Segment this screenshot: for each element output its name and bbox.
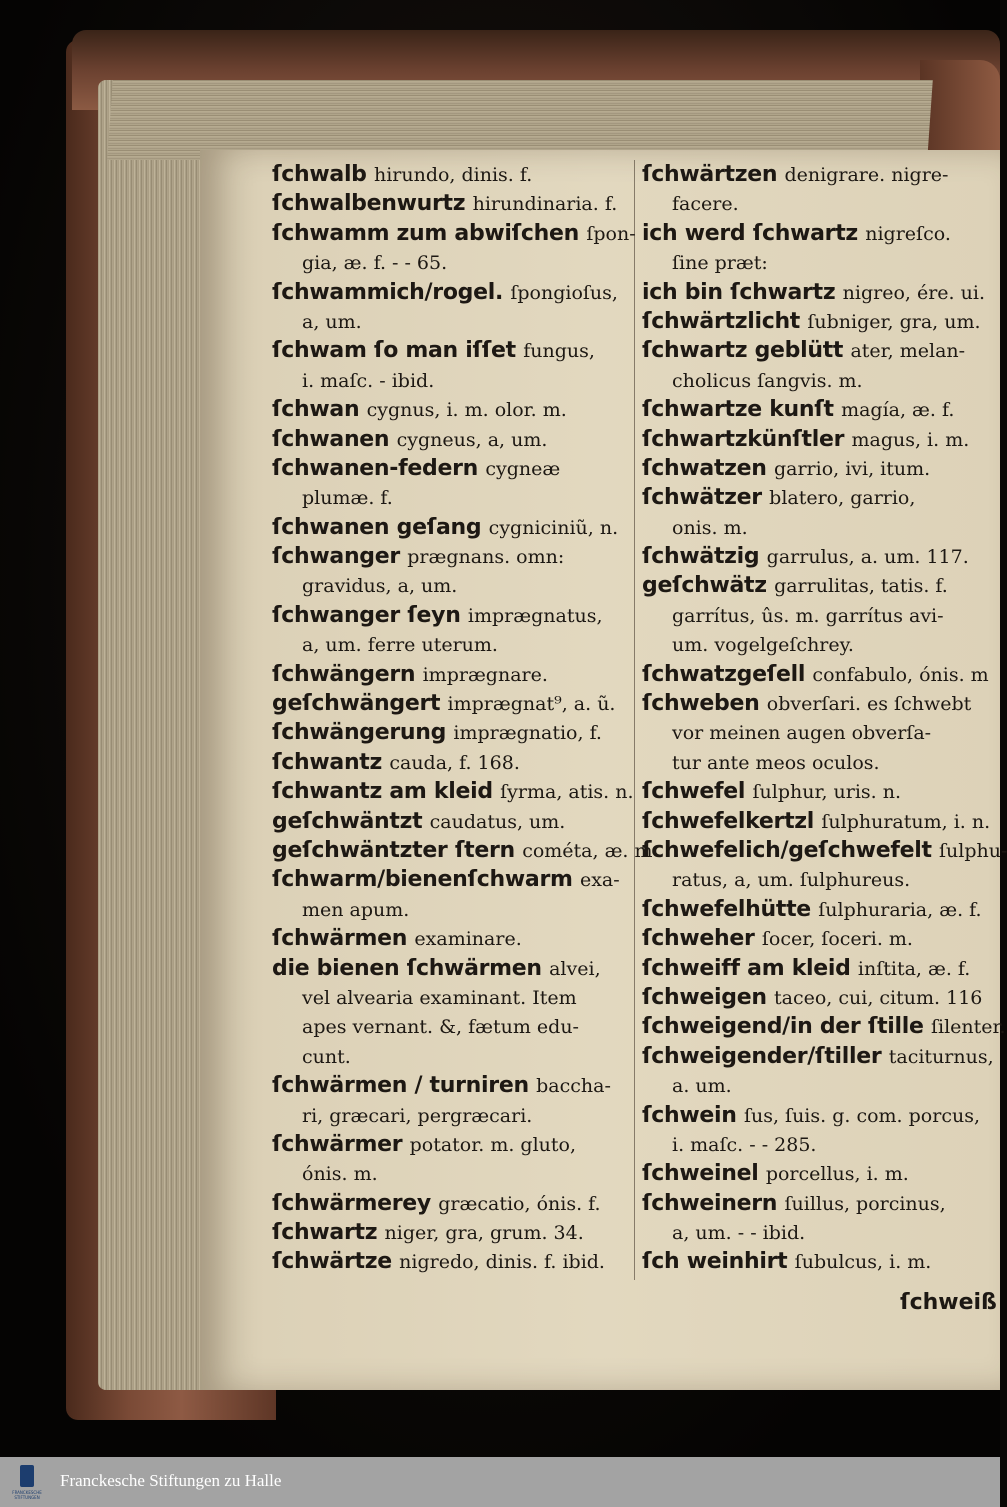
latin-gloss: niger, gra, grum. 34. xyxy=(384,1222,584,1245)
dictionary-line xyxy=(272,718,632,747)
dictionary-line xyxy=(272,219,636,248)
latin-gloss: ſine præt: xyxy=(672,252,768,275)
german-headword: ſchwatzen xyxy=(642,455,767,481)
dictionary-line xyxy=(272,454,632,483)
latin-gloss: ſpon- xyxy=(586,222,636,245)
dictionary-line xyxy=(642,924,998,953)
logo-text: FRANCKESCHE STIFTUNGEN xyxy=(12,1490,42,1500)
dictionary-line xyxy=(642,1159,998,1188)
latin-gloss: cygneus, a, um. xyxy=(396,428,548,451)
dictionary-line xyxy=(642,895,998,924)
german-headword: ſchwätzer xyxy=(642,485,762,511)
latin-gloss: ſpongioſus, xyxy=(510,281,618,304)
dictionary-line xyxy=(642,395,998,424)
dictionary-line xyxy=(642,219,998,248)
german-headword: ſchweinern xyxy=(642,1190,778,1216)
latin-gloss: prægnans. omn: xyxy=(407,546,565,569)
dictionary-line xyxy=(272,777,632,806)
latin-gloss: a, um. xyxy=(302,310,362,333)
dictionary-line xyxy=(642,601,998,630)
dictionary-line xyxy=(642,278,998,307)
footer-bar xyxy=(0,1457,1000,1507)
dictionary-line xyxy=(272,571,632,600)
latin-gloss: taciturnus, xyxy=(888,1045,994,1068)
latin-gloss: fungus, xyxy=(523,340,595,363)
dictionary-line xyxy=(642,807,998,836)
dictionary-line xyxy=(272,395,632,424)
dictionary-line xyxy=(272,336,632,365)
dictionary-line xyxy=(272,425,632,454)
dictionary-line xyxy=(642,1071,998,1100)
latin-gloss: garrulus, a. um. 117. xyxy=(766,546,969,569)
latin-gloss: ſubulcus, i. m. xyxy=(794,1251,932,1274)
dictionary-line xyxy=(272,660,632,689)
dictionary-line xyxy=(272,924,632,953)
german-headword: ſchwefel xyxy=(642,779,746,805)
dictionary-line xyxy=(272,748,632,777)
german-headword: ſchwanen geſang xyxy=(272,514,482,540)
dictionary-line xyxy=(642,513,998,542)
latin-gloss: exa- xyxy=(579,869,620,892)
dictionary-line xyxy=(272,601,632,630)
dictionary-line xyxy=(642,954,998,983)
latin-gloss: ſuillus, porcinus, xyxy=(784,1192,946,1215)
latin-gloss: ónis. m. xyxy=(302,1163,378,1186)
german-headword: ſchwalb xyxy=(272,162,367,187)
latin-gloss: i. maſc. - - 285. xyxy=(672,1133,817,1156)
dictionary-line xyxy=(642,748,998,777)
dictionary-line xyxy=(642,1101,998,1130)
latin-gloss: ratus, a, um. ſulphureus. xyxy=(672,869,911,892)
latin-gloss: nigredo, dinis. f. ibid. xyxy=(399,1251,605,1274)
german-headword: ſchwärmen xyxy=(272,926,408,952)
dictionary-line xyxy=(272,1130,632,1159)
dictionary-line xyxy=(642,865,998,894)
latin-gloss: baccha- xyxy=(536,1075,611,1098)
institution-name[interactable]: Franckesche Stiftungen zu Halle xyxy=(60,1471,282,1490)
german-headword: ſchwarm/bienenſchwarm xyxy=(272,867,573,893)
latin-gloss: obverſari. es ſchwebt xyxy=(766,693,972,716)
dictionary-line xyxy=(642,1189,998,1218)
dictionary-line xyxy=(272,983,632,1012)
dictionary-line xyxy=(272,630,632,659)
dictionary-line xyxy=(272,954,632,983)
german-headword: ſchwein xyxy=(642,1102,737,1128)
dictionary-line xyxy=(642,630,998,659)
dictionary-line xyxy=(642,483,998,512)
catchword: ſchweiß xyxy=(900,1290,997,1315)
dictionary-line xyxy=(642,425,998,454)
dictionary-line xyxy=(272,542,632,571)
german-headword: ſchwatzgeſell xyxy=(642,661,806,687)
dictionary-line xyxy=(272,513,632,542)
left-column xyxy=(272,160,653,1277)
top-page-edges xyxy=(107,80,933,160)
dictionary-line xyxy=(642,777,998,806)
german-headword: ſchwärmerey xyxy=(272,1190,431,1216)
dictionary-line xyxy=(642,1247,998,1276)
latin-gloss: garrulitas, tatis. f. xyxy=(774,575,948,598)
dictionary-line xyxy=(272,278,632,307)
latin-gloss: a, um. ferre uterum. xyxy=(302,634,498,657)
dictionary-line xyxy=(272,807,632,836)
latin-gloss: porcellus, i. m. xyxy=(765,1163,909,1186)
latin-gloss: nigreo, ére. ui. xyxy=(842,281,985,304)
german-headword: geſchwäntzter ſtern xyxy=(272,837,515,863)
german-headword: geſchwäntzt xyxy=(272,808,423,834)
german-headword: ſch weinhirt xyxy=(642,1249,788,1275)
german-headword: ſchwärmer xyxy=(272,1131,403,1157)
latin-gloss: ſilenter. xyxy=(930,1016,1006,1039)
dictionary-line xyxy=(272,1159,632,1188)
german-headword: ſchwanger ſeyn xyxy=(272,602,461,628)
latin-gloss: i. maſc. - ibid. xyxy=(302,369,435,392)
german-headword: ich werd ſchwartz xyxy=(642,220,858,246)
german-headword: ſchwantz am kleid xyxy=(272,779,493,805)
german-headword: geſchwängert xyxy=(272,691,441,717)
latin-gloss: plumæ. f. xyxy=(302,487,393,510)
latin-gloss: inſtita, æ. f. xyxy=(857,957,971,980)
latin-gloss: gravidus, a, um. xyxy=(302,575,458,598)
dictionary-line xyxy=(272,1012,632,1041)
dictionary-line xyxy=(642,689,998,718)
german-headword: ſchwan xyxy=(272,397,360,423)
latin-gloss: hirundo, dinis. f. xyxy=(373,164,533,186)
german-headword: ſchwartz geblütt xyxy=(642,338,844,364)
german-headword: ſchwartzkünſtler xyxy=(642,426,845,452)
german-headword: ſchwärtzlicht xyxy=(642,308,801,334)
latin-gloss: imprægnare. xyxy=(422,663,548,686)
german-headword: ſchwalbenwurtz xyxy=(272,191,466,217)
dictionary-line xyxy=(272,865,632,894)
dictionary-line xyxy=(642,718,998,747)
latin-gloss: græcatio, ónis. f. xyxy=(438,1192,601,1215)
latin-gloss: cygniciniũ, n. xyxy=(488,516,619,539)
latin-gloss: garrítus, ûs. m. garrítus avi- xyxy=(672,604,944,627)
latin-gloss: cholicus ſangvis. m. xyxy=(672,369,863,392)
dictionary-line xyxy=(642,571,998,600)
dictionary-line xyxy=(272,1071,632,1100)
german-headword: ſchwärtze xyxy=(272,1249,392,1275)
german-headword: ſchwanger xyxy=(272,544,400,570)
german-headword: ſchwätzig xyxy=(642,544,760,570)
latin-gloss: facere. xyxy=(672,193,739,216)
german-headword: ſchwantz xyxy=(272,749,383,775)
latin-gloss: imprægnat⁹, a. ũ. xyxy=(447,693,616,716)
logo-icon xyxy=(20,1465,34,1487)
german-headword: ſchweigender/ſtiller xyxy=(642,1043,882,1069)
latin-gloss: imprægnatio, f. xyxy=(453,722,602,745)
german-headword: ich bin ſchwartz xyxy=(642,279,836,305)
dictionary-line xyxy=(642,660,998,689)
dictionary-line xyxy=(642,336,998,365)
german-headword: ſchweigend/in der ſtille xyxy=(642,1014,924,1040)
german-headword: ſchwartze kunſt xyxy=(642,397,834,423)
german-headword: ſchweher xyxy=(642,926,755,952)
latin-gloss: alvei, xyxy=(549,957,601,980)
german-headword: geſchwätz xyxy=(642,573,767,599)
latin-gloss: magía, æ. f. xyxy=(841,399,955,422)
latin-gloss: gia, æ. f. - - 65. xyxy=(302,252,448,275)
latin-gloss: garrio, ivi, itum. xyxy=(773,457,931,480)
dictionary-line xyxy=(272,366,632,395)
latin-gloss: men apum. xyxy=(302,898,410,921)
latin-gloss: ſocer, ſoceri. m. xyxy=(761,928,913,951)
latin-gloss: imprægnatus, xyxy=(467,604,603,627)
dictionary-line xyxy=(642,1218,998,1247)
latin-gloss: ater, melan- xyxy=(850,340,966,363)
dictionary-line xyxy=(272,483,632,512)
dictionary-line xyxy=(272,189,632,218)
latin-gloss: taceo, cui, citum. 116 xyxy=(774,986,983,1009)
latin-gloss: vor meinen augen obverſa- xyxy=(672,722,932,745)
latin-gloss: a, um. - - ibid. xyxy=(672,1222,806,1245)
german-headword: ſchwam ſo man iſſet xyxy=(272,338,516,364)
dictionary-line xyxy=(642,1042,998,1071)
german-headword: ſchwefelkertzl xyxy=(642,808,815,834)
dictionary-line xyxy=(272,160,632,189)
dictionary-line xyxy=(642,307,998,336)
german-headword: ſchweben xyxy=(642,691,760,717)
german-headword: ſchwammich/rogel. xyxy=(272,279,504,305)
latin-gloss: ſulphu- xyxy=(938,839,1007,862)
latin-gloss: cunt. xyxy=(302,1045,351,1068)
dictionary-line xyxy=(272,836,653,865)
dictionary-line xyxy=(272,1189,632,1218)
latin-gloss: blatero, garrio, xyxy=(769,487,916,510)
dictionary-line xyxy=(272,689,632,718)
latin-gloss: ſulphuratum, i. n. xyxy=(821,810,991,833)
dictionary-line xyxy=(642,1012,1006,1041)
latin-gloss: ſulphur, uris. n. xyxy=(752,781,902,804)
latin-gloss: confabulo, ónis. m xyxy=(812,663,989,686)
latin-gloss: apes vernant. &, fætum edu- xyxy=(302,1016,579,1039)
dictionary-line xyxy=(642,542,998,571)
dictionary-line xyxy=(272,1247,632,1276)
dictionary-line xyxy=(272,248,632,277)
dictionary-line xyxy=(272,1218,632,1247)
dictionary-line xyxy=(642,366,998,395)
german-headword: ſchwanen-federn xyxy=(272,455,478,481)
german-headword: ſchwefelich/geſchwefelt xyxy=(642,837,932,863)
column-divider xyxy=(634,160,635,1280)
german-headword: ſchwängern xyxy=(272,661,416,687)
german-headword: ſchwärtzen xyxy=(642,162,778,187)
dictionary-line xyxy=(642,248,998,277)
latin-gloss: cygneæ xyxy=(485,457,561,480)
latin-gloss: ri, græcari, pergræcari. xyxy=(302,1104,533,1127)
german-headword: ſchweiff am kleid xyxy=(642,955,851,981)
latin-gloss: cométa, æ. m xyxy=(522,839,653,862)
german-headword: ſchwärmen / turniren xyxy=(272,1073,529,1099)
latin-gloss: ſyrma, atis. n. xyxy=(500,781,634,804)
latin-gloss: tur ante meos oculos. xyxy=(672,751,880,774)
dictionary-line xyxy=(272,895,632,924)
latin-gloss: magus, i. m. xyxy=(851,428,970,451)
german-headword: die bienen ſchwärmen xyxy=(272,955,542,981)
latin-gloss: onis. m. xyxy=(672,516,748,539)
latin-gloss: ſubniger, gra, um. xyxy=(807,310,981,333)
german-headword: ſchwartz xyxy=(272,1220,378,1246)
latin-gloss: cauda, f. 168. xyxy=(389,751,520,774)
german-headword: ſchweigen xyxy=(642,984,767,1010)
latin-gloss: nigreſco. xyxy=(865,222,951,245)
german-headword: ſchwamm zum abwiſchen xyxy=(272,220,580,246)
dictionary-line xyxy=(642,160,998,189)
german-headword: ſchwefelhütte xyxy=(642,896,811,922)
german-headword: ſchwanen xyxy=(272,426,390,452)
latin-gloss: potator. m. gluto, xyxy=(409,1133,577,1156)
dictionary-line xyxy=(642,454,998,483)
dictionary-line xyxy=(642,983,998,1012)
latin-gloss: cygnus, i. m. olor. m. xyxy=(366,399,567,422)
german-headword: ſchweinel xyxy=(642,1161,759,1187)
right-column xyxy=(642,160,1007,1277)
latin-gloss: um. vogelgeſchrey. xyxy=(672,634,854,657)
dictionary-line xyxy=(272,1101,632,1130)
dictionary-line xyxy=(272,307,632,336)
latin-gloss: a. um. xyxy=(672,1075,732,1098)
institution-logo[interactable] xyxy=(10,1463,44,1503)
dictionary-line xyxy=(642,189,998,218)
latin-gloss: vel alvearia examinant. Item xyxy=(302,986,577,1009)
latin-gloss: hirundinaria. f. xyxy=(472,193,618,216)
dictionary-line xyxy=(272,1042,632,1071)
dictionary-line xyxy=(642,1130,998,1159)
dictionary-line xyxy=(642,836,1007,865)
german-headword: ſchwängerung xyxy=(272,720,447,746)
latin-gloss: ſus, ſuis. g. com. porcus, xyxy=(743,1104,980,1127)
latin-gloss: ſulphuraria, æ. f. xyxy=(818,898,982,921)
latin-gloss: denigrare. nigre- xyxy=(784,164,949,186)
latin-gloss: examinare. xyxy=(414,928,522,951)
latin-gloss: caudatus, um. xyxy=(429,810,566,833)
